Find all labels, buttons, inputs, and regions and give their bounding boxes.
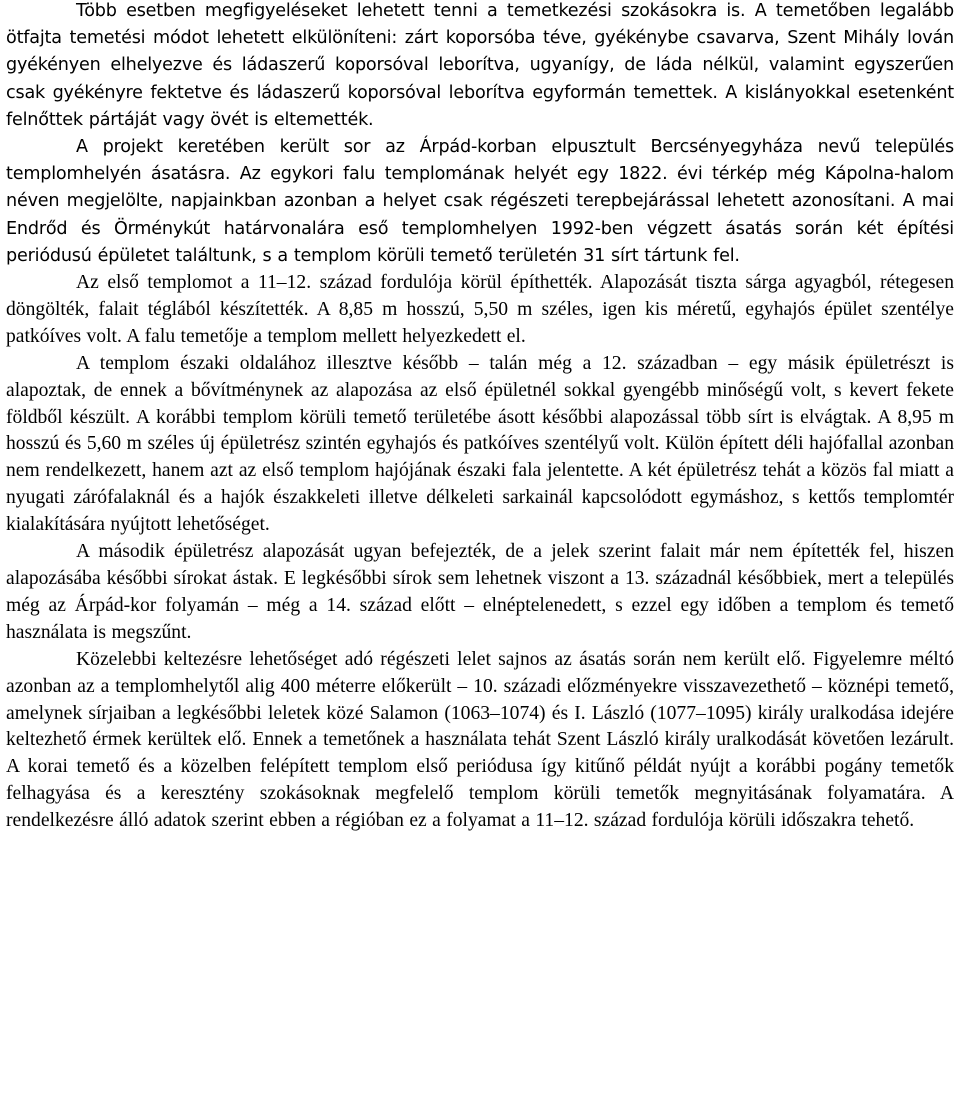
paragraph-abandonment: A második épületrész alapozását ugyan befejezték, de a jelek szerint falait már nem építették fel, hiszen alapozásába későbbi sírokat ástak. E legkésőbbi sírok sem lehetnek viszont a 13. századnál későbbiek, mert a település még az Árpád-kor folyamán – még a 14. század előtt – elnéptelenedett, s ezzel egy időben a templom és temető használata is megszűnt. [6, 541, 954, 643]
paragraph-first-church: Az első templomot a 11–12. század fordulója körül építhették. Alapozását tiszta sárga agyagból, rétegesen döngölték, falait téglából készítették. A 8,85 m hosszú, 5,50 m széles, igen kis méretű, egyhajós épület szentélye patkóíves volt. A falu temetője a templom mellett helyezkedett el. [6, 272, 954, 347]
document-page [6, 0, 954, 835]
paragraph-burial-customs: Több esetben megfigyeléseket lehetett tenni a temetkezési szokásokra is. A temetőben legalább ötfajta temetési módot lehetett elkülöníteni: zárt koporsóba téve, gyékénybe csavarva, Szent Mihály lován gyékényen elhelyezve és ládaszerű koporsóval leborítva, ugyanígy, de láda nélkül, valamint egyszerűen csak gyékényre fektetve és ládaszerű koporsóval leborítva egyformán temettek. A kislányokkal esetenként felnőttek pártáját vagy övét is eltemették. [6, 1, 954, 130]
paragraph-project-excavation: A projekt keretében került sor az Árpád-korban elpusztult Bercsényegyháza nevű település templomhelyén ásatásra. Az egykori falu templomának helyét egy 1822. évi térkép még Kápolna-halom néven megjelölte, napjainkban azonban a helyet csak régészeti terepbejárással lehetett azonosítani. A mai Endrőd és Örménykút határvonalára eső templomhelyen 1992-ben végzett ásatás során két építési periódusú épületet találtunk, s a templom körüli temető területén 31 sírt tártunk fel. [6, 137, 954, 266]
paragraph-dating: Közelebbi keltezésre lehetőséget adó régészeti lelet sajnos az ásatás során nem került elő. Figyelemre méltó azonban az a templomhelytől alig 400 méterre előkerült – 10. századi előzményekre visszavezethető – köznépi temető, amelynek sírjaiban a legkésőbbi leletek közé Salamon (1063–1074) és I. László (1077–1095) király uralkodása idejére keltezhető érmek kerültek elő. Ennek a temetőnek a használata tehát Szent László király uralkodását követően lezárult. A korai temető és a közelben felépített templom első periódusa így kitűnő példát nyújt a korábbi pogány temetők felhagyása és a keresztény szokásoknak megfelelő templom körüli temetők megnyitásának folyamatára. A rendelkezésre álló adatok szerint ebben a régióban ez a folyamat a 11–12. század fordulója körüli időszakra tehető. [6, 648, 954, 832]
paragraph-second-building: A templom északi oldalához illesztve később – talán még a 12. században – egy másik épületrészt is alapoztak, de ennek a bővítménynek az alapozása az első épületnél sokkal gyengébb minőségű volt, s kevert fekete földből készült. A korábbi templom körüli temető területébe ásott későbbi alapozással több sírt is elvágtak. A 8,95 m hosszú és 5,60 m széles új épületrész szintén egyhajós és patkóíves szentélyű volt. Külön épített déli hajófallal azonban nem rendelkezett, hanem azt az első templom hajójának északi fala jelentette. A két épületrész tehát a közös fal miatt a nyugati zárófalaknál és a hajók északkeleti illetve délkeleti sarkainál kapcsolódott egymáshoz, s kettős templomtér kialakítására nyújtott lehetőséget. [6, 352, 954, 536]
